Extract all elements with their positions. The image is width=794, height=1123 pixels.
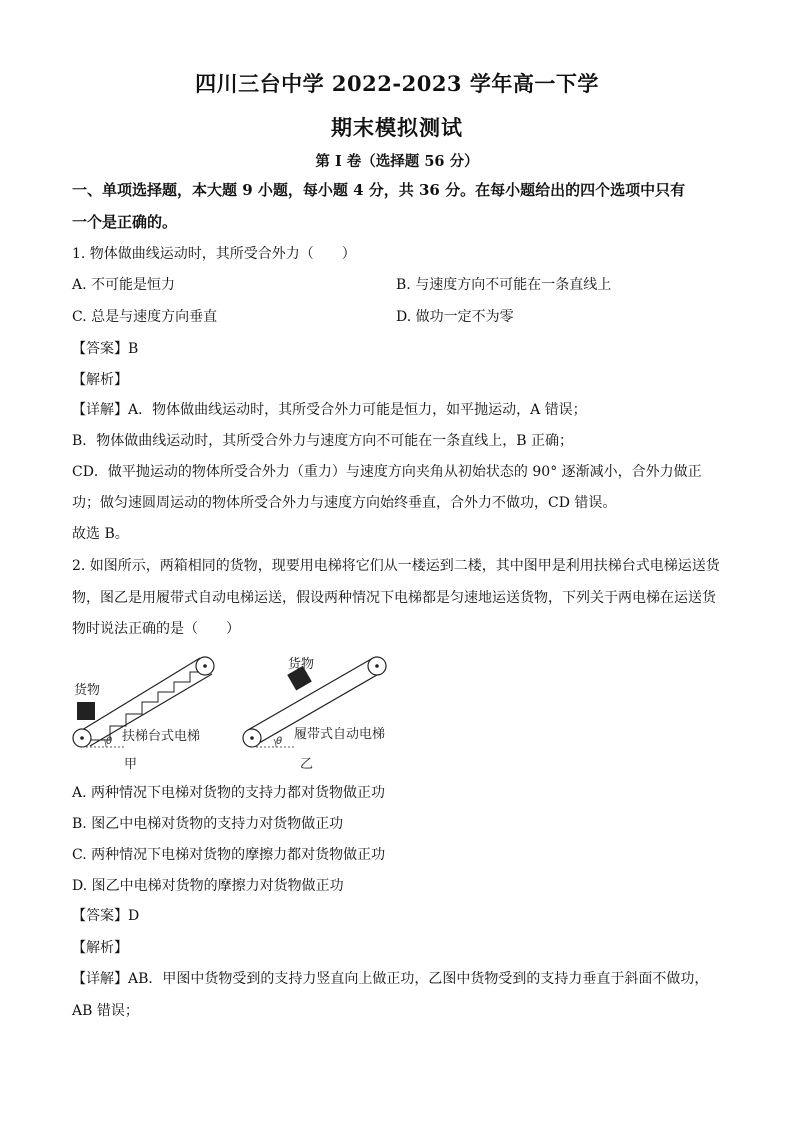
escalator-label-left: 扶梯台式电梯 xyxy=(122,729,201,744)
q2-stem-1: 2. 如图所示，两箱相同的货物，现要用电梯将它们从一楼运到二楼，其中图甲是利用扶梯台式电梯运送货 xyxy=(72,558,720,574)
stair-escalator-diagram xyxy=(73,657,214,772)
q1-answer: 【答案】B xyxy=(72,341,139,357)
q2-analysis-label: 【解析】 xyxy=(72,940,128,956)
document-title: 四川三台中学 2022-2023 学年高一下学 xyxy=(195,71,599,96)
q1-stem: 1. 物体做曲线运动时，其所受合外力（ ） xyxy=(72,246,356,262)
q1-explanation-4: 功；做匀速圆周运动的物体所受合外力与速度方向始终垂直，合外力不做功，CD 错误。 xyxy=(72,495,617,511)
cargo-label-right: 货物 xyxy=(288,657,315,672)
belt-escalator-diagram xyxy=(243,656,386,772)
q1-option-a: A. 不可能是恒力 xyxy=(72,277,176,293)
q2-explanation-2: AB 错误； xyxy=(72,1003,139,1019)
angle-label-left: θ xyxy=(106,736,113,747)
q1-option-c: C. 总是与速度方向垂直 xyxy=(72,309,218,325)
instruction-line-1: 一、单项选择题，本大题 9 小题，每小题 4 分，共 36 分。在每小题给出的四个选项中只有 xyxy=(72,181,686,199)
q1-option-b: B. 与速度方向不可能在一条直线上 xyxy=(396,277,612,293)
cargo-label-left: 货物 xyxy=(74,683,101,698)
escalator-figure xyxy=(68,648,408,778)
document-subtitle: 期末模拟测试 xyxy=(331,115,463,140)
q2-option-c: C. 两种情况下电梯对货物的摩擦力都对货物做正功 xyxy=(72,847,386,863)
angle-label-right: θ xyxy=(276,736,283,747)
q1-analysis-label: 【解析】 xyxy=(72,372,128,388)
caption-left: 甲 xyxy=(124,757,138,772)
caption-right: 乙 xyxy=(300,757,314,772)
q1-explanation-2: B．物体做曲线运动时，其所受合外力与速度方向不可能在一条直线上，B 正确； xyxy=(72,433,574,449)
q2-option-a: A. 两种情况下电梯对货物的支持力都对货物做正功 xyxy=(72,785,386,801)
q1-option-d: D. 做功一定不为零 xyxy=(396,309,514,325)
q2-stem-3: 物时说法正确的是（ ） xyxy=(72,621,240,637)
q1-explanation-3: CD．做平抛运动的物体所受合外力（重力）与速度方向夹角从初始状态的 90° 逐渐减小，合外力做正 xyxy=(72,464,702,480)
q1-explanation-5: 故选 B。 xyxy=(72,526,129,542)
q2-option-d: D. 图乙中电梯对货物的摩擦力对货物做正功 xyxy=(72,878,344,894)
instruction-line-2: 一个是正确的。 xyxy=(72,213,178,231)
q2-answer: 【答案】D xyxy=(72,908,140,924)
q2-stem-2: 物，图乙是用履带式自动电梯运送，假设两种情况下电梯都是匀速地运送货物，下列关于两电梯在运送货 xyxy=(72,590,716,606)
escalator-label-right: 履带式自动电梯 xyxy=(294,727,386,742)
q2-option-b: B. 图乙中电梯对货物的支持力对货物做正功 xyxy=(72,816,344,832)
cargo-box-left xyxy=(77,702,95,720)
q1-explanation-1: 【详解】A．物体做曲线运动时，其所受合外力可能是恒力，如平抛运动，A 错误； xyxy=(72,402,587,418)
q2-explanation-1: 【详解】AB．甲图中货物受到的支持力竖直向上做正功，乙图中货物受到的支持力垂直于斜面不做功， xyxy=(72,971,709,987)
section-heading: 第 I 卷（选择题 56 分） xyxy=(315,153,479,170)
